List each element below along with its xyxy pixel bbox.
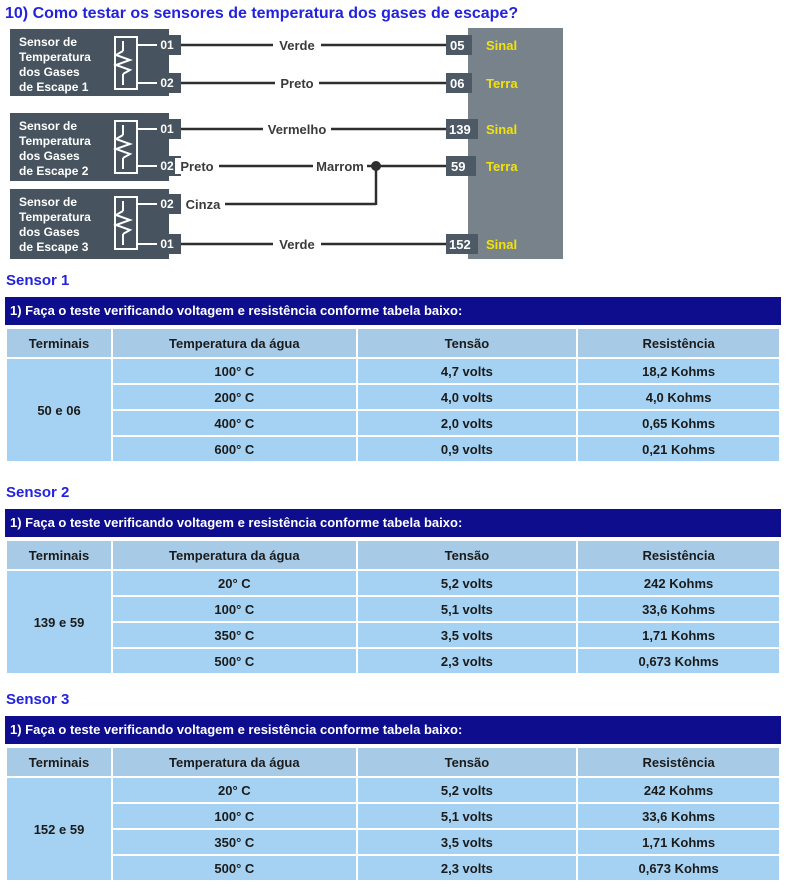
col-header-temperatura: Temperatura da água xyxy=(112,540,357,570)
wires xyxy=(181,45,448,244)
temp-cell: 350° C xyxy=(112,622,357,648)
table-row xyxy=(6,596,780,622)
resistance-cell: 1,71 Kohms xyxy=(577,622,780,648)
col-header-temperatura: Temperatura da água xyxy=(112,747,357,777)
resistance-cell: 242 Kohms xyxy=(577,570,780,596)
table-row xyxy=(6,648,780,674)
resistance-cell: 4,0 Kohms xyxy=(577,384,780,410)
temp-cell: 100° C xyxy=(112,596,357,622)
temp-cell: 100° C xyxy=(112,803,357,829)
col-header-terminais: Terminais xyxy=(6,328,112,358)
sensor-3-label-line: dos Gases xyxy=(19,225,80,239)
terminals-cell: 152 e 59 xyxy=(6,777,112,881)
temp-cell: 600° C xyxy=(112,436,357,462)
table-row xyxy=(6,622,780,648)
voltage-cell: 3,5 volts xyxy=(357,622,578,648)
terminals-cell: 50 e 06 xyxy=(6,358,112,462)
connector-pin-label: Sinal xyxy=(486,38,518,53)
sensor-1-label-line: de Escape 1 xyxy=(19,80,89,94)
sensor-3-label-line: de Escape 3 xyxy=(19,240,89,254)
wire-label-marrom: Marrom xyxy=(316,159,364,174)
sensor-2-label-line: de Escape 2 xyxy=(19,164,89,178)
connector-pin-number: 139 xyxy=(449,122,471,137)
col-header-tensao: Tensão xyxy=(357,747,578,777)
sensor-3-label-line: Temperatura xyxy=(19,210,91,224)
voltage-cell: 2,0 volts xyxy=(357,410,578,436)
sensor-box-1 xyxy=(10,29,181,96)
resistance-cell: 0,673 Kohms xyxy=(577,855,780,881)
pin-number: 02 xyxy=(160,197,174,211)
temp-cell: 500° C xyxy=(112,855,357,881)
resistance-cell: 1,71 Kohms xyxy=(577,829,780,855)
wire-labels xyxy=(175,37,367,252)
sensor-2-table xyxy=(5,539,781,675)
connector-pin-label: Sinal xyxy=(486,237,518,252)
section-sensor-2 xyxy=(5,484,781,675)
col-header-tensao: Tensão xyxy=(357,540,578,570)
table-row xyxy=(6,410,780,436)
temp-cell: 350° C xyxy=(112,829,357,855)
sensor-1-heading: Sensor 1 xyxy=(6,272,70,289)
temp-cell: 400° C xyxy=(112,410,357,436)
pin-number: 02 xyxy=(160,159,174,173)
sensor-2-label-line: dos Gases xyxy=(19,149,80,163)
resistance-cell: 242 Kohms xyxy=(577,777,780,803)
sensor-3-label-line: Sensor de xyxy=(19,195,78,209)
wire-label-vermelho: Vermelho xyxy=(267,122,327,137)
connector-pin-number: 59 xyxy=(451,159,466,174)
resistance-cell: 0,673 Kohms xyxy=(577,648,780,674)
col-header-temperatura: Temperatura da água xyxy=(112,328,357,358)
col-header-tensao: Tensão xyxy=(357,328,578,358)
page-title: 10) Como testar os sensores de temperatura dos gases de escape? xyxy=(5,5,519,22)
table-header-row xyxy=(6,540,780,570)
table-header-row xyxy=(6,328,780,358)
table-row xyxy=(6,436,780,462)
sensor-2-label-line: Sensor de xyxy=(19,119,78,133)
table-row xyxy=(6,777,780,803)
col-header-terminais: Terminais xyxy=(6,540,112,570)
sensor-2-instruction-bar: 1) Faça o teste verificando voltagem e resistência conforme tabela baixo: xyxy=(5,509,781,537)
sensor-3-heading: Sensor 3 xyxy=(6,691,70,708)
voltage-cell: 5,2 volts xyxy=(357,777,578,803)
temp-cell: 200° C xyxy=(112,384,357,410)
wire-label-cinza: Cinza xyxy=(185,197,221,212)
voltage-cell: 4,0 volts xyxy=(357,384,578,410)
table-header-row xyxy=(6,747,780,777)
voltage-cell: 0,9 volts xyxy=(357,436,578,462)
terminals-cell: 139 e 59 xyxy=(6,570,112,674)
wire-label-verde-3: Verde xyxy=(279,237,315,252)
temp-cell: 20° C xyxy=(112,777,357,803)
section-sensor-3 xyxy=(5,691,781,882)
voltage-cell: 3,5 volts xyxy=(357,829,578,855)
resistance-cell: 33,6 Kohms xyxy=(577,596,780,622)
pin-number: 01 xyxy=(160,237,174,251)
resistance-cell: 18,2 Kohms xyxy=(577,358,780,384)
connector-pin-label: Terra xyxy=(486,76,518,91)
sensor-1-label-line: Temperatura xyxy=(19,50,91,64)
voltage-cell: 5,1 volts xyxy=(357,803,578,829)
temp-cell: 20° C xyxy=(112,570,357,596)
voltage-cell: 2,3 volts xyxy=(357,648,578,674)
resistance-cell: 0,65 Kohms xyxy=(577,410,780,436)
sensor-2-heading: Sensor 2 xyxy=(6,484,70,501)
voltage-cell: 2,3 volts xyxy=(357,855,578,881)
voltage-cell: 4,7 volts xyxy=(357,358,578,384)
pin-number: 01 xyxy=(160,122,174,136)
sensor-3-table xyxy=(5,746,781,882)
temp-cell: 100° C xyxy=(112,358,357,384)
col-header-terminais: Terminais xyxy=(6,747,112,777)
col-header-resistencia: Resistência xyxy=(577,328,780,358)
wire-label-preto-2: Preto xyxy=(180,159,214,174)
sensor-2-label-line: Temperatura xyxy=(19,134,91,148)
col-header-resistencia: Resistência xyxy=(577,747,780,777)
sensor-1-label-line: Sensor de xyxy=(19,35,78,49)
table-row xyxy=(6,855,780,881)
table-row xyxy=(6,570,780,596)
pin-number: 01 xyxy=(160,38,174,52)
voltage-cell: 5,2 volts xyxy=(357,570,578,596)
table-row xyxy=(6,358,780,384)
wiring-diagram xyxy=(5,27,565,263)
sensor-1-table xyxy=(5,327,781,463)
table-row xyxy=(6,384,780,410)
wire-label-verde-1: Verde xyxy=(279,38,315,53)
sensor-box-2 xyxy=(10,113,181,181)
connector-body xyxy=(468,28,563,259)
pin-number: 02 xyxy=(160,76,174,90)
sensor-box-3 xyxy=(10,189,181,259)
resistance-cell: 0,21 Kohms xyxy=(577,436,780,462)
table-row xyxy=(6,829,780,855)
table-row xyxy=(6,803,780,829)
sensor-1-label-line: dos Gases xyxy=(19,65,80,79)
connector-pin-label: Terra xyxy=(486,159,518,174)
sensor-3-instruction-bar: 1) Faça o teste verificando voltagem e resistência conforme tabela baixo: xyxy=(5,716,781,744)
connector-pin-label: Sinal xyxy=(486,122,518,137)
sensor-1-instruction-bar: 1) Faça o teste verificando voltagem e resistência conforme tabela baixo: xyxy=(5,297,781,325)
connector-pin-number: 05 xyxy=(450,38,465,53)
section-sensor-1 xyxy=(5,272,781,463)
resistance-cell: 33,6 Kohms xyxy=(577,803,780,829)
col-header-resistencia: Resistência xyxy=(577,540,780,570)
connector-pin-number: 06 xyxy=(450,76,465,91)
connector-box xyxy=(446,28,563,259)
junction-dot xyxy=(371,161,381,171)
temp-cell: 500° C xyxy=(112,648,357,674)
connector-pin-number: 152 xyxy=(449,237,471,252)
wire-label-preto-1: Preto xyxy=(280,76,314,91)
voltage-cell: 5,1 volts xyxy=(357,596,578,622)
